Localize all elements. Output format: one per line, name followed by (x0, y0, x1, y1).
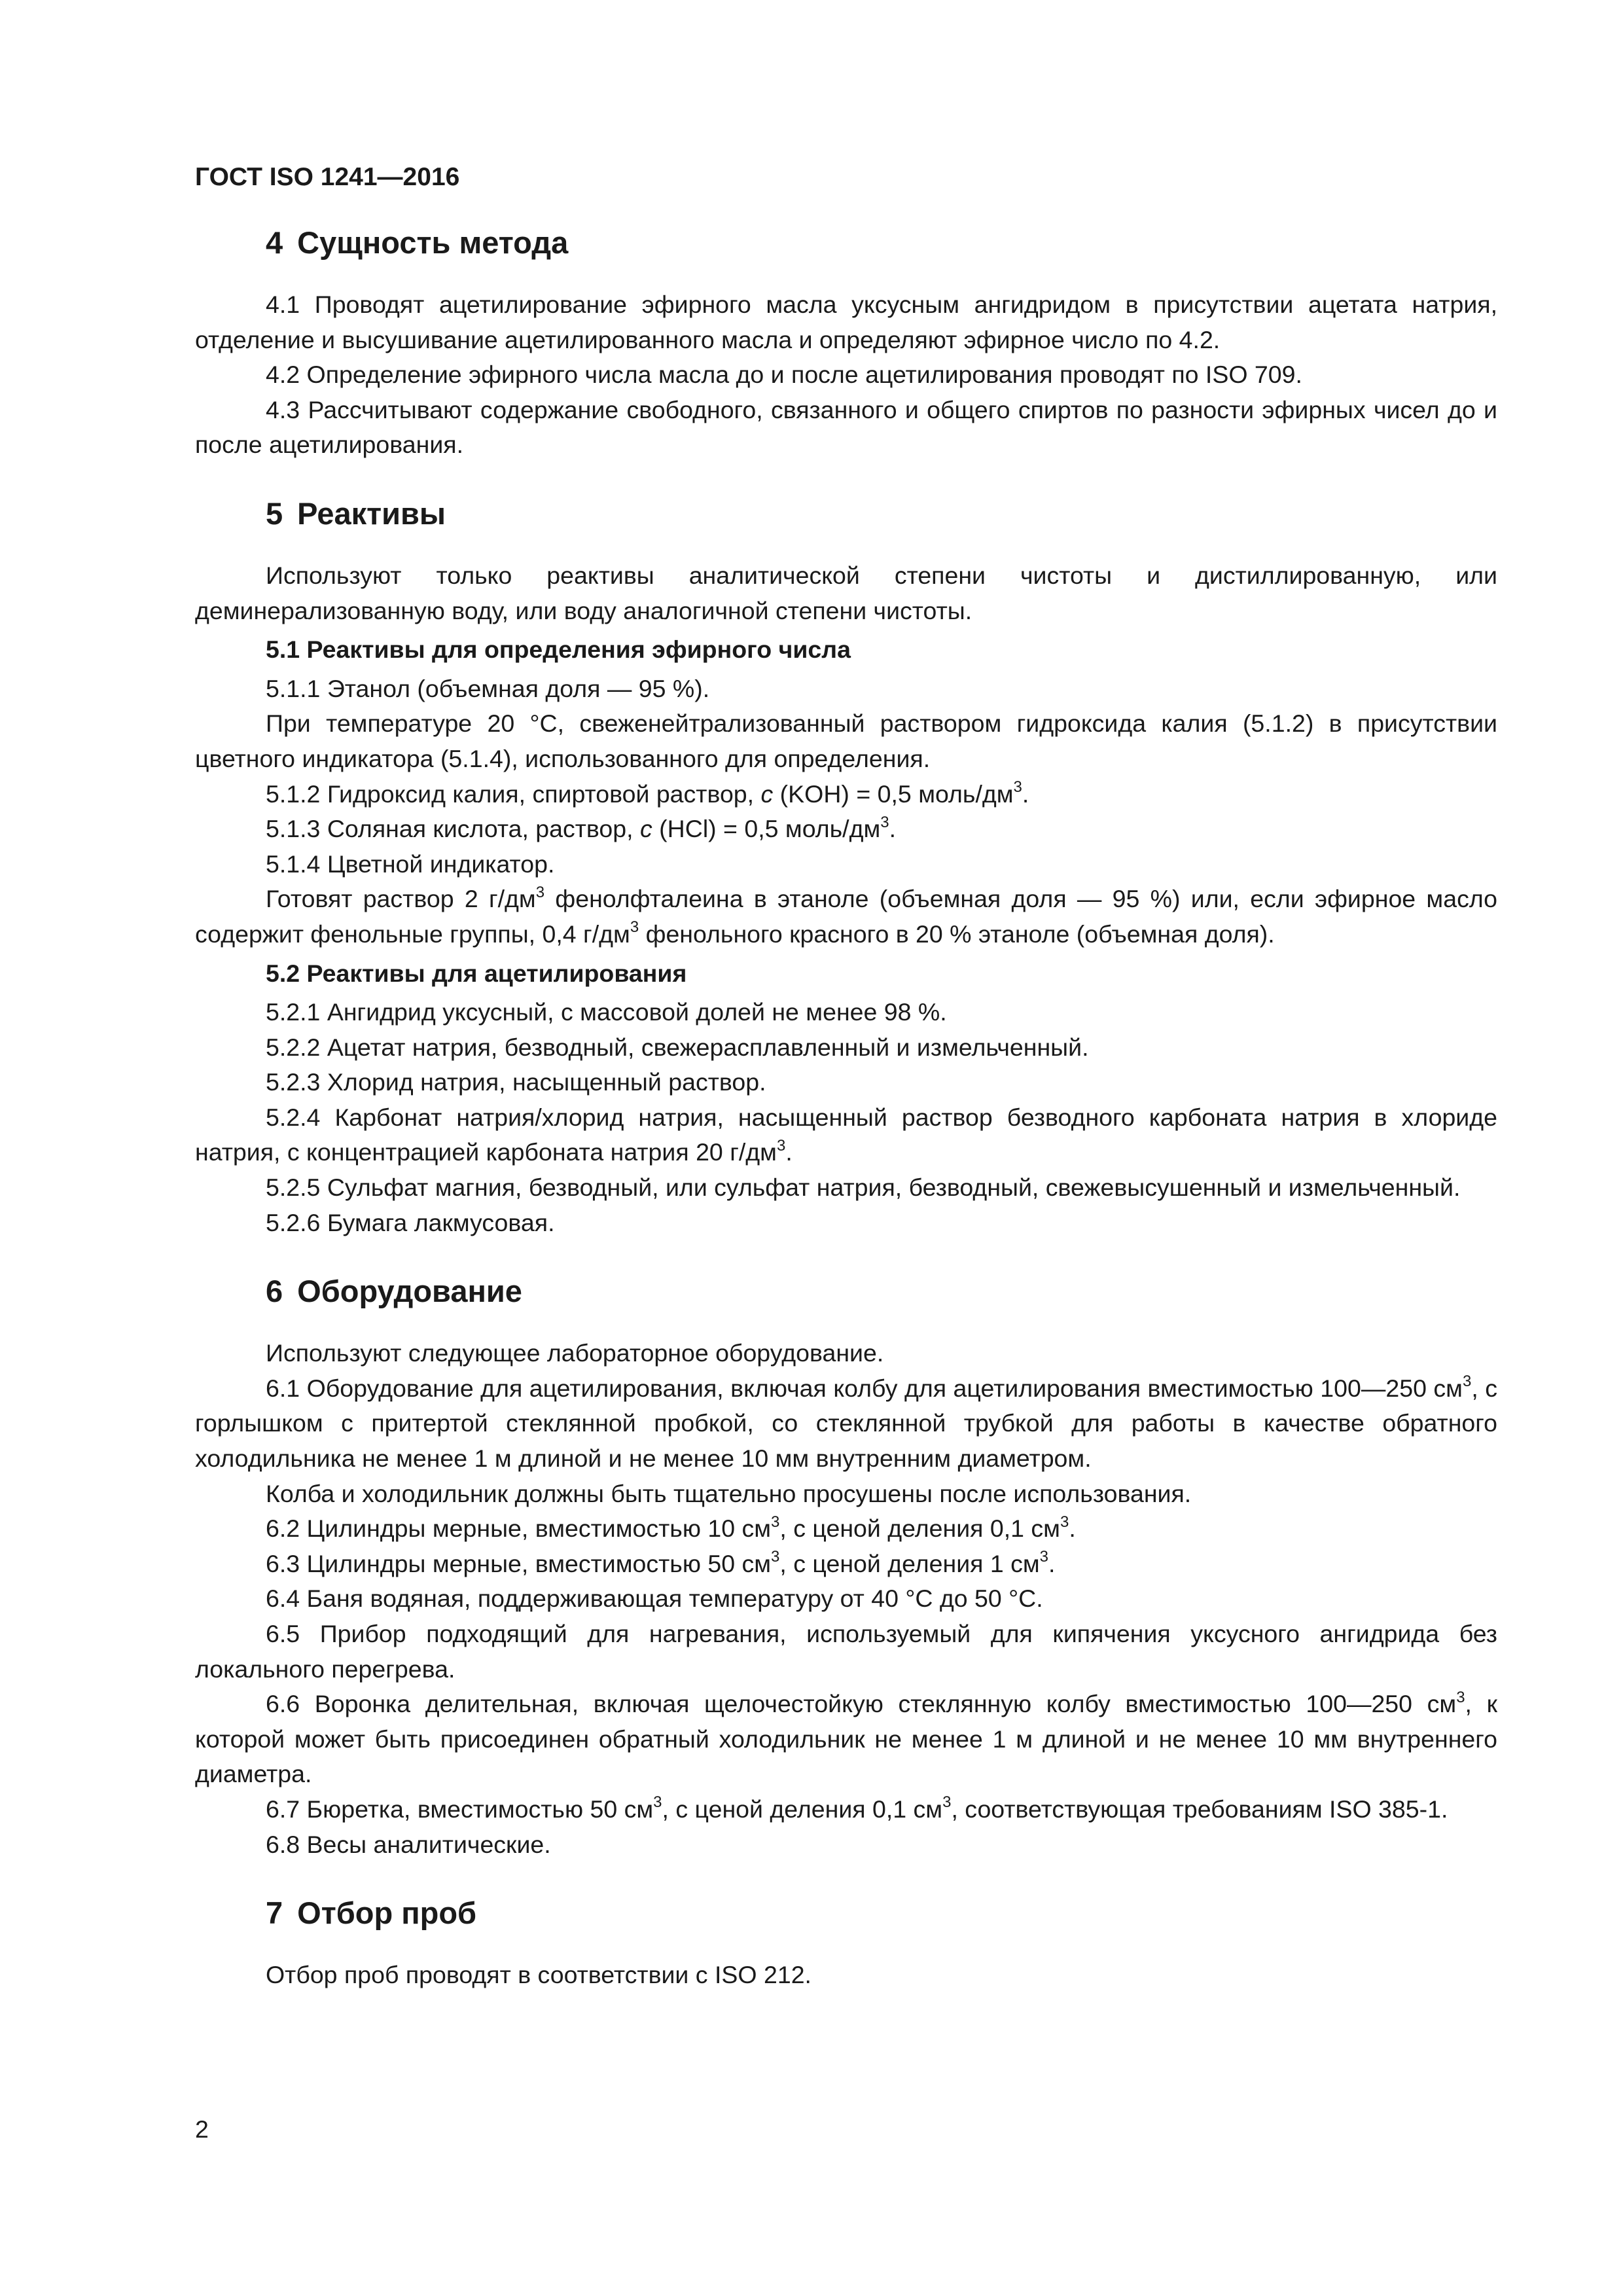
section-number: 7 (266, 1895, 283, 1931)
subsection-5-2-heading: 5.2 Реактивы для ацетилирования (266, 959, 687, 987)
paragraph-6-intro: Используют следующее лабораторное оборудование. (266, 1339, 884, 1367)
section-number: 5 (266, 495, 283, 531)
subsection-5-1-heading: 5.1 Реактивы для определения эфирного числа (266, 636, 851, 664)
paragraph-4-1: 4.1 Проводят ацетилирование эфирного масла уксусным ангидридом в присутствии ацетата натрия, отделение и высушивание ацетилированного масла и определяют эфирное число по 4.2. (195, 291, 1497, 353)
section-6-heading (195, 1270, 1497, 1312)
paragraph-5-2-6: 5.2.6 Бумага лакмусовая. (266, 1208, 555, 1236)
paragraph-5-2-3: 5.2.3 Хлорид натрия, насыщенный раствор. (266, 1068, 766, 1096)
paragraph-5-1-1-note: При температуре 20 °C, свеженейтрализованный раствором гидроксида калия (5.1.2) в присутствии цветного индикатора (5.1.4), использованного для определения. (195, 709, 1497, 772)
paragraph-6-3: 6.3 Цилиндры мерные, вместимостью 50 $см^3$, с ценой деления 1 $см^3$. (266, 1548, 1056, 1577)
paragraph-5-2-4: 5.2.4 Карбонат натрия/хлорид натрия, насыщенный раствор безводного карбоната натрия в хлориде натрия, с концентрацией карбоната натрия 20 $г/дм^3$. (195, 1103, 1497, 1166)
spacer (195, 1862, 1497, 1892)
section-number: 6 (266, 1274, 283, 1309)
paragraph-5-1-4: 5.1.4 Цветной индикатор. (266, 850, 555, 878)
paragraph-6-7: 6.7 Бюретка, вместимостью 50 $см^3$, с ценой деления 0,1 $см^3$, соответствующая требованиям ISO 385-1. (266, 1793, 1448, 1823)
paragraph-6-2: 6.2 Цилиндры мерные, вместимостью 10 $см^3$, с ценой деления 0,1 $см^3$. (266, 1513, 1076, 1543)
paragraph-5-2-5: 5.2.5 Сульфат магния, безводный, или сульфат натрия, безводный, свежевысушенный и измельченный. (266, 1174, 1461, 1202)
paragraph-5-intro: Используют только реактивы аналитической степени чистоты и дистиллированную, или деминерализованную воду, или воду аналогичной степени чистоты. (195, 561, 1497, 624)
paragraph-5-1-3: 5.1.3 Соляная кислота, раствор, c (HCl) = 0,5 моль/$дм^3$. (266, 813, 897, 843)
section-title: Реактивы (297, 495, 446, 531)
document-page (195, 160, 1497, 2222)
section-title: Оборудование (297, 1274, 522, 1309)
paragraph-6-4: 6.4 Баня водяная, поддерживающая температуру от 40 °C до 50 °C. (266, 1585, 1043, 1613)
paragraph-6-5: 6.5 Прибор подходящий для нагревания, используемый для кипячения уксусного ангидрида без локального перегрева. (195, 1620, 1497, 1683)
section-number: 4 (266, 225, 283, 260)
section-title: Сущность метода (297, 225, 569, 260)
paragraph-5-2-2: 5.2.2 Ацетат натрия, безводный, свежерасплавленный и измельченный. (266, 1033, 1089, 1061)
paragraph-4-3: 4.3 Рассчитывают содержание свободного, связанного и общего спиртов по разности эфирных чисел до и после ацетилирования. (195, 395, 1497, 459)
paragraph-6-8: 6.8 Весы аналитические. (266, 1830, 551, 1858)
paragraph-5-2-1: 5.2.1 Ангидрид уксусный, с массовой долей не менее 98 %. (266, 998, 947, 1026)
paragraph-5-1-4-note: Готовят раствор 2 $г/дм^3$ фенолфталеина в этаноле (объемная доля — 95 %) или, если эфирное масло содержит фенольные группы, 0,4 $г/дм^3$ фенольного красного в 20 % этаноле (объемная доля). (195, 883, 1497, 948)
paragraph-5-1-2: 5.1.2 Гидроксид калия, спиртовой раствор, c (KOH) = 0,5 моль/$дм^3$. (266, 778, 1029, 808)
paragraph-6-1: 6.1 Оборудование для ацетилирования, включая колбу для ацетилирования вместимостью 100—250 $см^3$, с горлышком с притертой стеклянной пробкой, со стеклянной трубкой для работы в качестве обратного холодильника не менее 1 м длиной и не менее 10 мм внутренним диаметром. (195, 1372, 1498, 1473)
section-4-heading (195, 222, 1497, 264)
paragraph-6-6: 6.6 Воронка делительная, включая щелочестойкую стеклянную колбу вместимостью 100—250 $см^3$, к которой может быть присоединен обратный холодильник не менее 1 м длиной и не менее 10 мм внутреннего диаметра. (195, 1688, 1497, 1788)
paragraph-7-1: Отбор проб проводят в соответствии с ISO 212. (266, 1961, 812, 1989)
paragraph-6-1-note: Колба и холодильник должны быть тщательно просушены после использования. (266, 1479, 1192, 1507)
spacer (195, 463, 1497, 493)
page-number: 2 (195, 2115, 209, 2143)
document-code: ГОСТ ISO 1241—2016 (195, 163, 460, 191)
section-7-heading (195, 1892, 1497, 1934)
section-title: Отбор проб (297, 1895, 477, 1931)
paragraph-5-1-1: 5.1.1 Этанол (объемная доля — 95 %). (266, 674, 710, 702)
section-5-heading (195, 493, 1497, 535)
paragraph-4-2: 4.2 Определение эфирного числа масла до и после ацетилирования проводят по ISO 709. (266, 361, 1302, 389)
spacer (195, 1240, 1497, 1270)
